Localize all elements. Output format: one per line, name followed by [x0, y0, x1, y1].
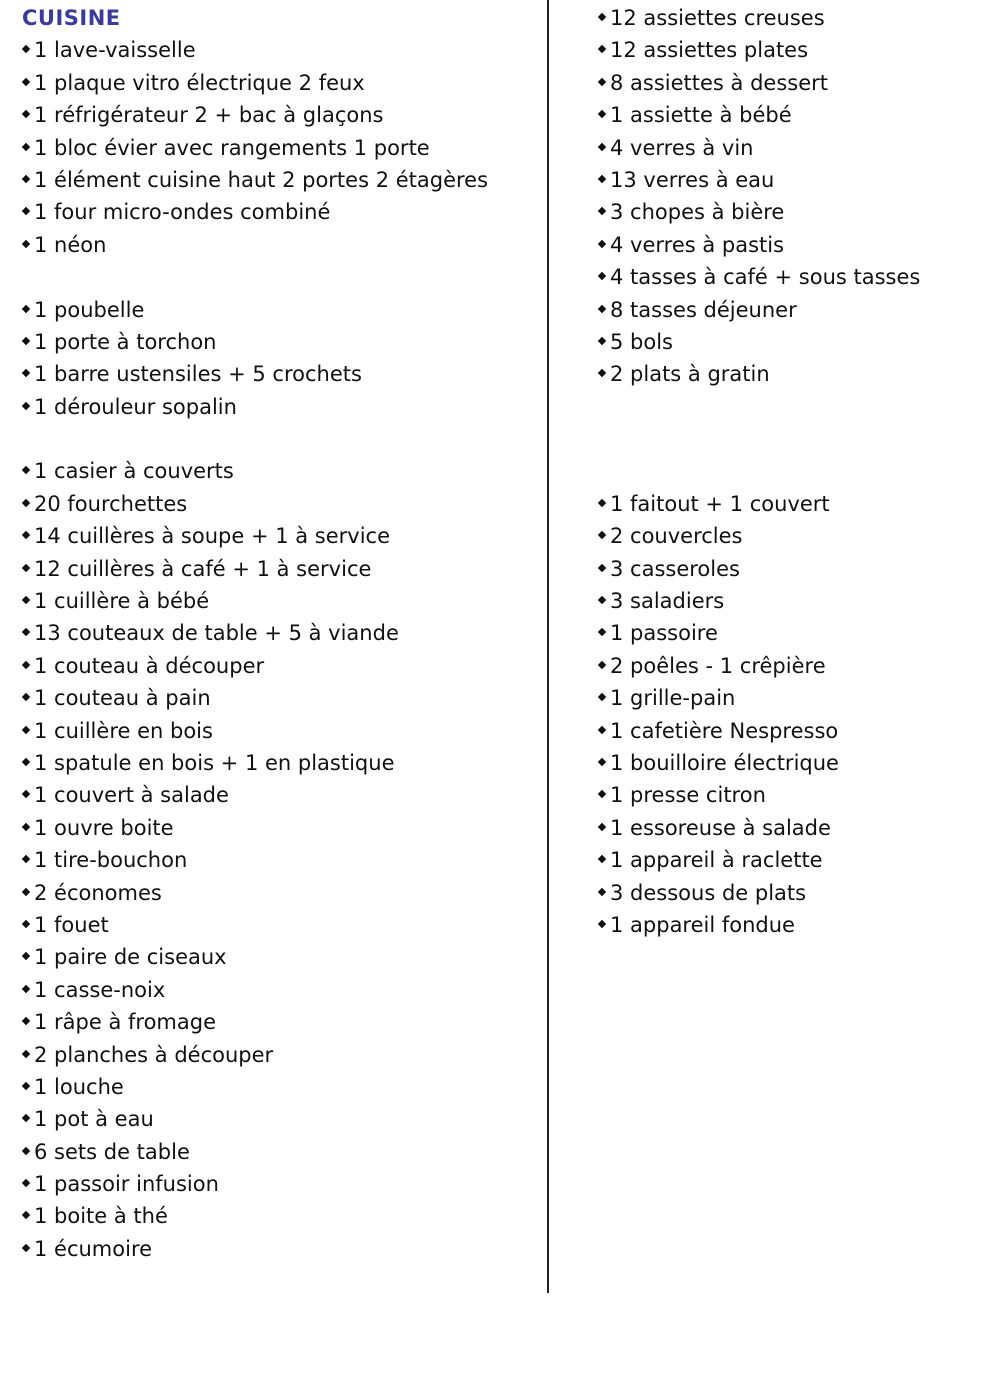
list-item: [598, 747, 993, 779]
list-item: [598, 617, 993, 649]
item-text: 6 sets de table: [34, 1139, 190, 1164]
bullet-icon: [22, 207, 30, 215]
bullet-icon: [22, 596, 30, 604]
item-text: 4 tasses à café + sous tasses: [610, 265, 921, 290]
bullet-icon: [22, 1244, 30, 1252]
item-text: 1 ouvre boite: [34, 815, 174, 840]
item-text: 1 couteau à pain: [34, 686, 211, 711]
list-item: [22, 909, 537, 941]
left-column: [22, 2, 537, 1265]
list-item: [22, 941, 537, 973]
bullet-icon: [22, 628, 30, 636]
list-item: [22, 326, 537, 358]
item-text: 1 grille-pain: [610, 686, 736, 711]
bullet-icon: [22, 142, 30, 150]
bullet-icon: [598, 45, 606, 53]
item-text: 1 couvert à salade: [34, 783, 229, 808]
item-text: 1 casier à couverts: [34, 459, 234, 484]
bullet-icon: [22, 304, 30, 312]
bullet-icon: [598, 855, 606, 863]
bullet-icon: [22, 887, 30, 895]
list-item: [22, 1039, 537, 1071]
item-text: 3 saladiers: [610, 589, 725, 614]
list-item: [598, 196, 993, 228]
list-item: [22, 1136, 537, 1168]
bullet-icon: [22, 984, 30, 992]
list-item: [598, 779, 993, 811]
item-text: 3 chopes à bière: [610, 200, 785, 225]
item-text: 1 porte à torchon: [34, 329, 217, 354]
list-item: [598, 844, 993, 876]
bullet-icon: [22, 1049, 30, 1057]
list-item: [598, 650, 993, 682]
item-text: 1 bouilloire électrique: [610, 750, 839, 775]
bullet-icon: [22, 661, 30, 669]
item-text: 2 couvercles: [610, 524, 743, 549]
bullet-icon: [598, 758, 606, 766]
list-item: [22, 617, 537, 649]
item-text: 2 plats à gratin: [610, 362, 770, 387]
list-item: [22, 747, 537, 779]
bullet-icon: [22, 110, 30, 118]
item-text: 1 cuillère en bois: [34, 718, 213, 743]
list-item: [22, 196, 537, 228]
bullet-icon: [22, 725, 30, 733]
item-text: 12 assiettes creuses: [610, 6, 825, 30]
bullet-icon: [22, 1114, 30, 1122]
list-item: [22, 844, 537, 876]
bullet-icon: [598, 304, 606, 312]
bullet-icon: [22, 1211, 30, 1219]
item-text: 1 râpe à fromage: [34, 1010, 216, 1035]
bullet-icon: [22, 1082, 30, 1090]
item-text: 1 poubelle: [34, 297, 145, 322]
bullet-icon: [22, 855, 30, 863]
bullet-icon: [22, 466, 30, 474]
bullet-icon: [22, 45, 30, 53]
item-text: 1 passoire: [610, 621, 718, 646]
item-text: 1 écumoire: [34, 1236, 153, 1261]
bullet-icon: [22, 175, 30, 183]
list-item: [22, 229, 537, 261]
list-item: [598, 99, 993, 131]
item-text: 1 spatule en bois + 1 en plastique: [34, 750, 395, 775]
bullet-icon: [22, 78, 30, 86]
bullet-icon: [598, 887, 606, 895]
list-item: [598, 358, 993, 390]
list-item: [22, 391, 537, 423]
bullet-icon: [598, 337, 606, 345]
bullet-icon: [598, 531, 606, 539]
list-item: [22, 488, 537, 520]
bullet-icon: [598, 725, 606, 733]
item-text: 1 appareil fondue: [610, 912, 795, 937]
item-text: 1 casse-noix: [34, 977, 166, 1002]
item-text: 1 passoir infusion: [34, 1172, 219, 1197]
item-text: 14 cuillères à soupe + 1 à service: [34, 524, 391, 549]
item-text: 1 bloc évier avec rangements 1 porte: [34, 135, 430, 160]
list-item: [598, 488, 993, 520]
bullet-icon: [22, 337, 30, 345]
right-column: [598, 2, 993, 941]
list-item: [22, 1200, 537, 1232]
item-text: 20 fourchettes: [34, 491, 188, 516]
list-item: [22, 132, 537, 164]
section-heading: CUISINE: [22, 6, 121, 30]
list-item: [22, 520, 537, 552]
list-item: [598, 909, 993, 941]
bullet-icon: [598, 823, 606, 831]
bullet-icon: [22, 563, 30, 571]
item-text: 1 tire-bouchon: [34, 848, 188, 873]
item-text: 1 four micro-ondes combiné: [34, 200, 331, 225]
bullet-icon: [598, 369, 606, 377]
bullet-icon: [22, 239, 30, 247]
list-item: [22, 877, 537, 909]
list-item: [22, 358, 537, 390]
spacer: [598, 423, 993, 455]
item-text: 12 cuillères à café + 1 à service: [34, 556, 372, 581]
list-item: [598, 294, 993, 326]
list-item: [22, 164, 537, 196]
item-text: 1 plaque vitro électrique 2 feux: [34, 70, 365, 95]
item-text: 1 élément cuisine haut 2 portes 2 étagères: [34, 167, 489, 192]
list-item: [598, 877, 993, 909]
bullet-icon: [598, 272, 606, 280]
item-text: 3 casseroles: [610, 556, 740, 581]
spacer: [22, 261, 537, 293]
list-item: [22, 34, 537, 66]
list-item: [22, 974, 537, 1006]
list-item: [22, 1168, 537, 1200]
item-text: 1 réfrigérateur 2 + bac à glaçons: [34, 103, 384, 128]
bullet-icon: [598, 110, 606, 118]
list-item: [22, 553, 537, 585]
list-item: [598, 553, 993, 585]
list-item: [598, 812, 993, 844]
bullet-icon: [598, 142, 606, 150]
bullet-icon: [598, 693, 606, 701]
list-item: [598, 67, 993, 99]
right-group-0: [598, 2, 993, 391]
list-item: [22, 585, 537, 617]
bullet-icon: [598, 596, 606, 604]
item-text: 1 appareil à raclette: [610, 848, 823, 873]
item-text: 2 poêles - 1 crêpière: [610, 653, 826, 678]
item-text: 1 cuillère à bébé: [34, 589, 210, 614]
left-group-0: [22, 34, 537, 261]
bullet-icon: [22, 1146, 30, 1154]
list-item: [598, 326, 993, 358]
item-text: 13 verres à eau: [610, 167, 775, 192]
item-text: 1 louche: [34, 1074, 124, 1099]
item-text: 13 couteaux de table + 5 à viande: [34, 621, 399, 646]
list-item: [598, 261, 993, 293]
list-item: [22, 1233, 537, 1265]
list-item: [22, 67, 537, 99]
bullet-icon: [598, 78, 606, 86]
item-text: 1 barre ustensiles + 5 crochets: [34, 362, 362, 387]
bullet-icon: [22, 823, 30, 831]
item-text: 1 paire de ciseaux: [34, 945, 227, 970]
item-text: 1 fouet: [34, 912, 109, 937]
left-group-2: [22, 455, 537, 1265]
item-text: 1 faitout + 1 couvert: [610, 491, 830, 516]
list-item: [598, 715, 993, 747]
bullet-icon: [22, 401, 30, 409]
list-item: [22, 715, 537, 747]
item-text: 1 essoreuse à salade: [610, 815, 831, 840]
item-text: 1 lave-vaisselle: [34, 38, 196, 63]
list-item: [598, 2, 993, 34]
bullet-icon: [22, 952, 30, 960]
item-text: 2 économes: [34, 880, 162, 905]
list-item: [598, 132, 993, 164]
bullet-icon: [598, 661, 606, 669]
spacer: [22, 423, 537, 455]
item-text: 1 couteau à découper: [34, 653, 265, 678]
bullet-icon: [598, 920, 606, 928]
bullet-icon: [22, 369, 30, 377]
column-divider: [547, 0, 549, 1293]
list-item: [22, 1006, 537, 1038]
item-text: 4 verres à pastis: [610, 232, 785, 257]
list-item: [598, 229, 993, 261]
list-item: [22, 1071, 537, 1103]
item-text: 1 néon: [34, 232, 107, 257]
left-group-1: [22, 294, 537, 424]
list-item: [598, 164, 993, 196]
bullet-icon: [22, 1017, 30, 1025]
item-text: 1 presse citron: [610, 783, 766, 808]
bullet-icon: [22, 499, 30, 507]
bullet-icon: [598, 13, 606, 21]
bullet-icon: [598, 239, 606, 247]
item-text: 1 dérouleur sopalin: [34, 394, 237, 419]
item-text: 4 verres à vin: [610, 135, 754, 160]
spacer: [598, 391, 993, 423]
bullet-icon: [22, 790, 30, 798]
item-text: 1 boite à thé: [34, 1204, 168, 1229]
bullet-icon: [22, 920, 30, 928]
item-text: 3 dessous de plats: [610, 880, 807, 905]
bullet-icon: [598, 790, 606, 798]
bullet-icon: [598, 499, 606, 507]
bullet-icon: [22, 1179, 30, 1187]
item-text: 2 planches à découper: [34, 1042, 274, 1067]
list-item: [22, 682, 537, 714]
bullet-icon: [598, 175, 606, 183]
bullet-icon: [22, 693, 30, 701]
list-item: [22, 294, 537, 326]
item-text: 1 pot à eau: [34, 1107, 154, 1132]
list-item: [598, 585, 993, 617]
list-item: [22, 779, 537, 811]
list-item: [598, 682, 993, 714]
item-text: 1 assiette à bébé: [610, 103, 792, 128]
bullet-icon: [22, 758, 30, 766]
item-text: 8 assiettes à dessert: [610, 70, 829, 95]
bullet-icon: [598, 207, 606, 215]
right-group-1: [598, 488, 993, 941]
item-text: 1 cafetière Nespresso: [610, 718, 839, 743]
list-item: [598, 34, 993, 66]
bullet-icon: [598, 563, 606, 571]
list-item: [22, 650, 537, 682]
item-text: 8 tasses déjeuner: [610, 297, 797, 322]
bullet-icon: [22, 531, 30, 539]
list-item: [22, 1103, 537, 1135]
spacer: [598, 455, 993, 487]
bullet-icon: [598, 628, 606, 636]
item-text: 5 bols: [610, 329, 673, 354]
list-item: [22, 99, 537, 131]
item-text: 12 assiettes plates: [610, 38, 809, 63]
list-item: [598, 520, 993, 552]
list-item: [22, 455, 537, 487]
list-item: [22, 812, 537, 844]
